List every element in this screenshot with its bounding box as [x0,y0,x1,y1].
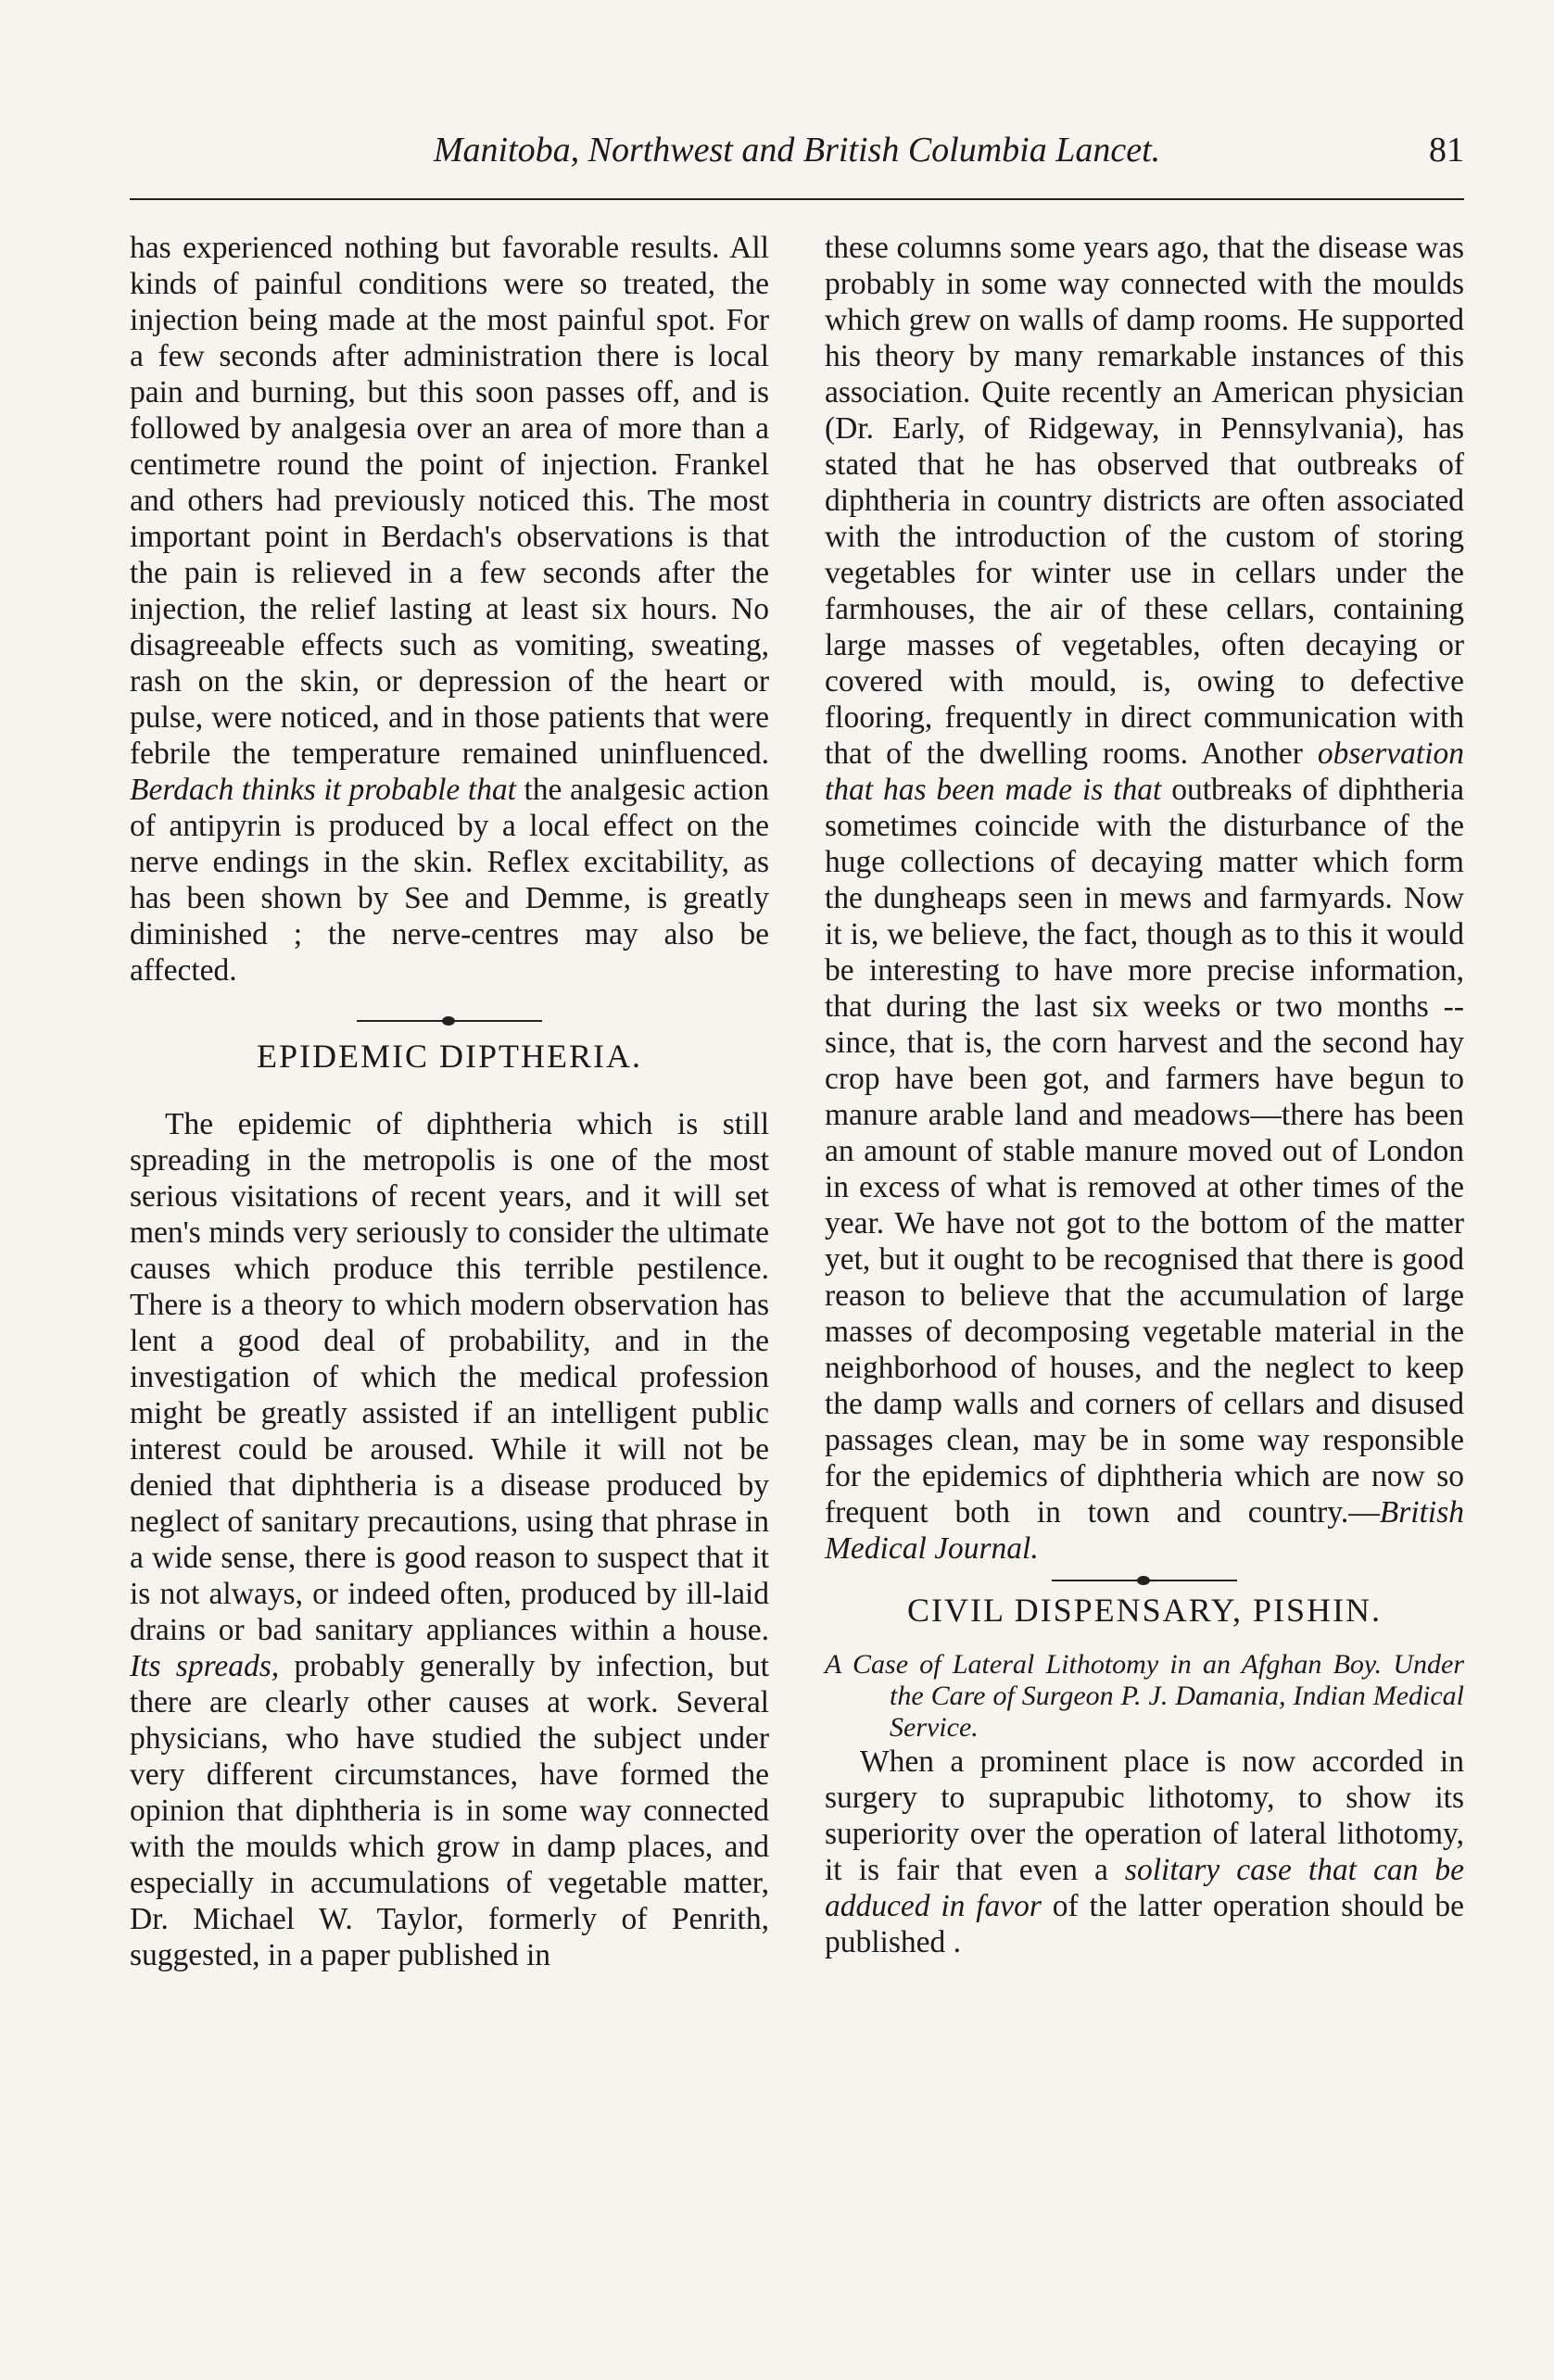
running-header [130,130,1464,170]
source-citation: British Medical Journal. [825,1495,1464,1566]
paragraph-antipyrin: has experienced nothing but favorable results. All kinds of painful conditions were so treated, the injection being made at the most painful spot. For a few seconds after administration there is local pain and burning, but this soon passes off, and is followed by analgesia over an area of more than a centimetre round the point of injection. Frankel and others had previously noticed this. The most important point in Berdach's observations is that the pain is relieved in a few seconds after the injection, the relief lasting at least six hours. No disagreeable effects such as vomiting, sweating, rash on the skin, or depression of the heart or pulse, were noticed, and in those patients that were febrile the temperature remained uninfluenced. Berdach thinks it probable that the analgesic action of antipyrin is produced by a local effect on the nerve endings in the skin. Reflex excitability, as has been shown by See and Demme, is greatly diminished ; the nerve-centres may also be affected. [130,231,770,988]
page-number: 81 [1429,131,1464,170]
left-column [130,230,769,1973]
right-column [825,230,1464,1960]
article-subheading: A Case of Lateral Lithotomy in an Afghan Boy. Under the Care of Surgeon P. J. Damania, Indian Medical Service. [825,1649,1464,1743]
paragraph-diphtheria: The epidemic of diphtheria which is still spreading in the metropolis is one of the most serious visitations of recent years, and it will set men's minds very seriously to consider the ultimate causes which produce this terrible pestilence. There is a theory to which modern observation has lent a good deal of probability, and in the investigation of which the medical profession might be greatly assisted if an intelligent public interest could be aroused. While it will not be denied that diphtheria is a disease produced by neglect of sanitary precautions, using that phrase in a wide sense, there is good reason to suspect that it is not always, or indeed often, produced by ill-laid drains or bad sanitary appliances within a house. Its spreads, probably generally by infection, but there are clearly other causes at work. Several physicians, who have studied the subject under very different circumstances, have formed the opinion that diphtheria is in some way connected with the moulds which grow in damp places, and especially in accumulations of vegetable matter, Dr. Michael W. Taylor, formerly of Penrith, suggested, in a paper published in [130,1107,769,1972]
section-heading-dispensary: CIVIL DISPENSARY, PISHIN. [906,1592,1383,1629]
ornament-divider-2 [1052,1580,1237,1581]
paragraph-lithotomy: When a prominent place is now accorded in surgery to suprapubic lithotomy, to show its superiority over the operation of lateral lithotomy, it is fair that even a solitary case that can be adduced in favor of the latter operation should be published . [825,1744,1464,1959]
ornament-divider [357,1020,542,1022]
paragraph-diphtheria-continued: these columns some years ago, that the disease was probably in some way connected with the moulds which grew on walls of damp rooms. He supported his theory by many remarkable instances of this association. Quite recently an American physician (Dr. Early, of Ridgeway, in Pennsylvania), has stated that he has observed that outbreaks of diphtheria in country districts are often associated with the introduction of the custom of storing vegetables for winter use in cellars under the farmhouses, the air of these cellars, containing large masses of vegetables, often decaying or covered with mould, is, owing to defective flooring, frequently in direct communication with that of the dwelling rooms. Another observation that has been made is that outbreaks of diphtheria sometimes coincide with the disturbance of the huge collections of decaying matter which form the dungheaps seen in mews and farmyards. Now it is, we believe, the fact, though as to this it would be interesting to have more precise information, that during the last six weeks or two months -- since, that is, the corn harvest and the second hay crop have been got, and farmers have begun to manure arable land and meadows—there has been an amount of stable manure moved out of London in excess of what is removed at other times of the year. We have not got to the bottom of the matter yet, but it ought to be recognised that there is good reason to believe that the accumulation of large masses of decomposing vegetable material in the neighborhood of houses, and the neglect to keep the damp walls and corners of cellars and disused passages clean, may be in some way responsible for the epidemics of diphtheria which are now so frequent both in town and country.—British Medical Journal. [825,231,1465,1566]
header-rule [130,198,1464,200]
running-title: Manitoba, Northwest and British Columbia Lancet. [433,131,1161,170]
section-heading-diphtheria: EPIDEMIC DIPTHERIA. [257,1038,642,1075]
